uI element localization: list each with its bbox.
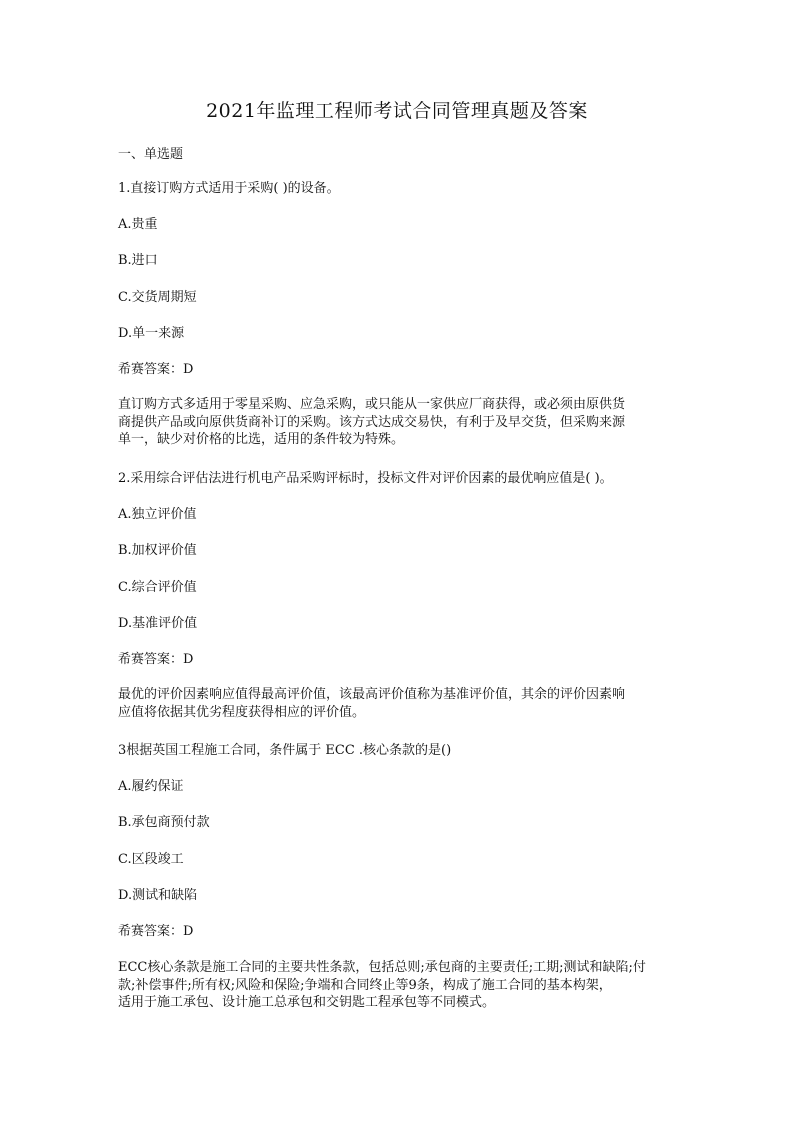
document-title: 2021年监理工程师考试合同管理真题及答案 [206, 100, 588, 122]
explanation-line: 适用于施工承包、设计施工总承包和交钥匙工程承包等不同模式。 [118, 995, 496, 1010]
question-2-stem: 2.采用综合评估法进行机电产品采购评标时，投标文件对评价因素的最优响应值是( )。 [118, 471, 613, 486]
question-3-explanation [118, 959, 698, 1012]
question-3-option-c: C.区段竣工 [118, 852, 184, 867]
question-1-option-b: B.进口 [118, 253, 158, 268]
question-1-option-c: C.交货周期短 [118, 290, 197, 305]
question-1-stem: 1.直接订购方式适用于采购( )的设备。 [118, 181, 340, 196]
question-3-option-d: D.测试和缺陷 [118, 888, 198, 903]
question-1-explanation [118, 396, 698, 449]
question-1-answer: 希赛答案：D [118, 362, 194, 377]
question-3-option-b: B.承包商预付款 [118, 815, 210, 830]
question-2-option-a: A.独立评价值 [118, 507, 197, 522]
explanation-line: 单一，缺少对价格的比选，适用的条件较为特殊。 [118, 432, 405, 447]
question-2-option-d: D.基准评价值 [118, 616, 198, 631]
explanation-line: 款;补偿事件;所有权;风险和保险;争端和合同终止等9条，构成了施工合同的基本构架， [118, 977, 612, 993]
explanation-line: ECC核心条款是施工合同的主要共性条款，包括总则;承包商的主要责任;工期;测试和缺陷;付 [118, 960, 646, 975]
question-1-option-a: A.贵重 [118, 217, 158, 232]
question-3-answer: 希赛答案：D [118, 924, 194, 939]
question-3-stem: 3根据英国工程施工合同，条件属于 ECC .核心条款的是() [118, 743, 452, 758]
explanation-line: 应值将依据其优劣程度获得相应的评价值。 [118, 704, 366, 720]
section-heading: 一、单选题 [118, 147, 184, 162]
explanation-line: 商提供产品或向原供货商补订的采购。该方式达成交易快，有利于及早交货，但采购来源 [118, 414, 626, 430]
explanation-line: 直订购方式多适用于零星采购、应急采购，或只能从一家供应厂商获得，或必须由原供货 [118, 397, 626, 412]
explanation-line: 最优的评价因素响应值得最高评价值，该最高评价值称为基准评价值，其余的评价因素响 [118, 687, 626, 702]
question-2-explanation [118, 686, 698, 721]
question-2-option-c: C.综合评价值 [118, 580, 197, 595]
question-2-answer: 希赛答案：D [118, 652, 194, 667]
question-1-option-d: D.单一来源 [118, 326, 185, 341]
question-2-option-b: B.加权评价值 [118, 543, 197, 558]
question-3-option-a: A.履约保证 [118, 779, 184, 794]
